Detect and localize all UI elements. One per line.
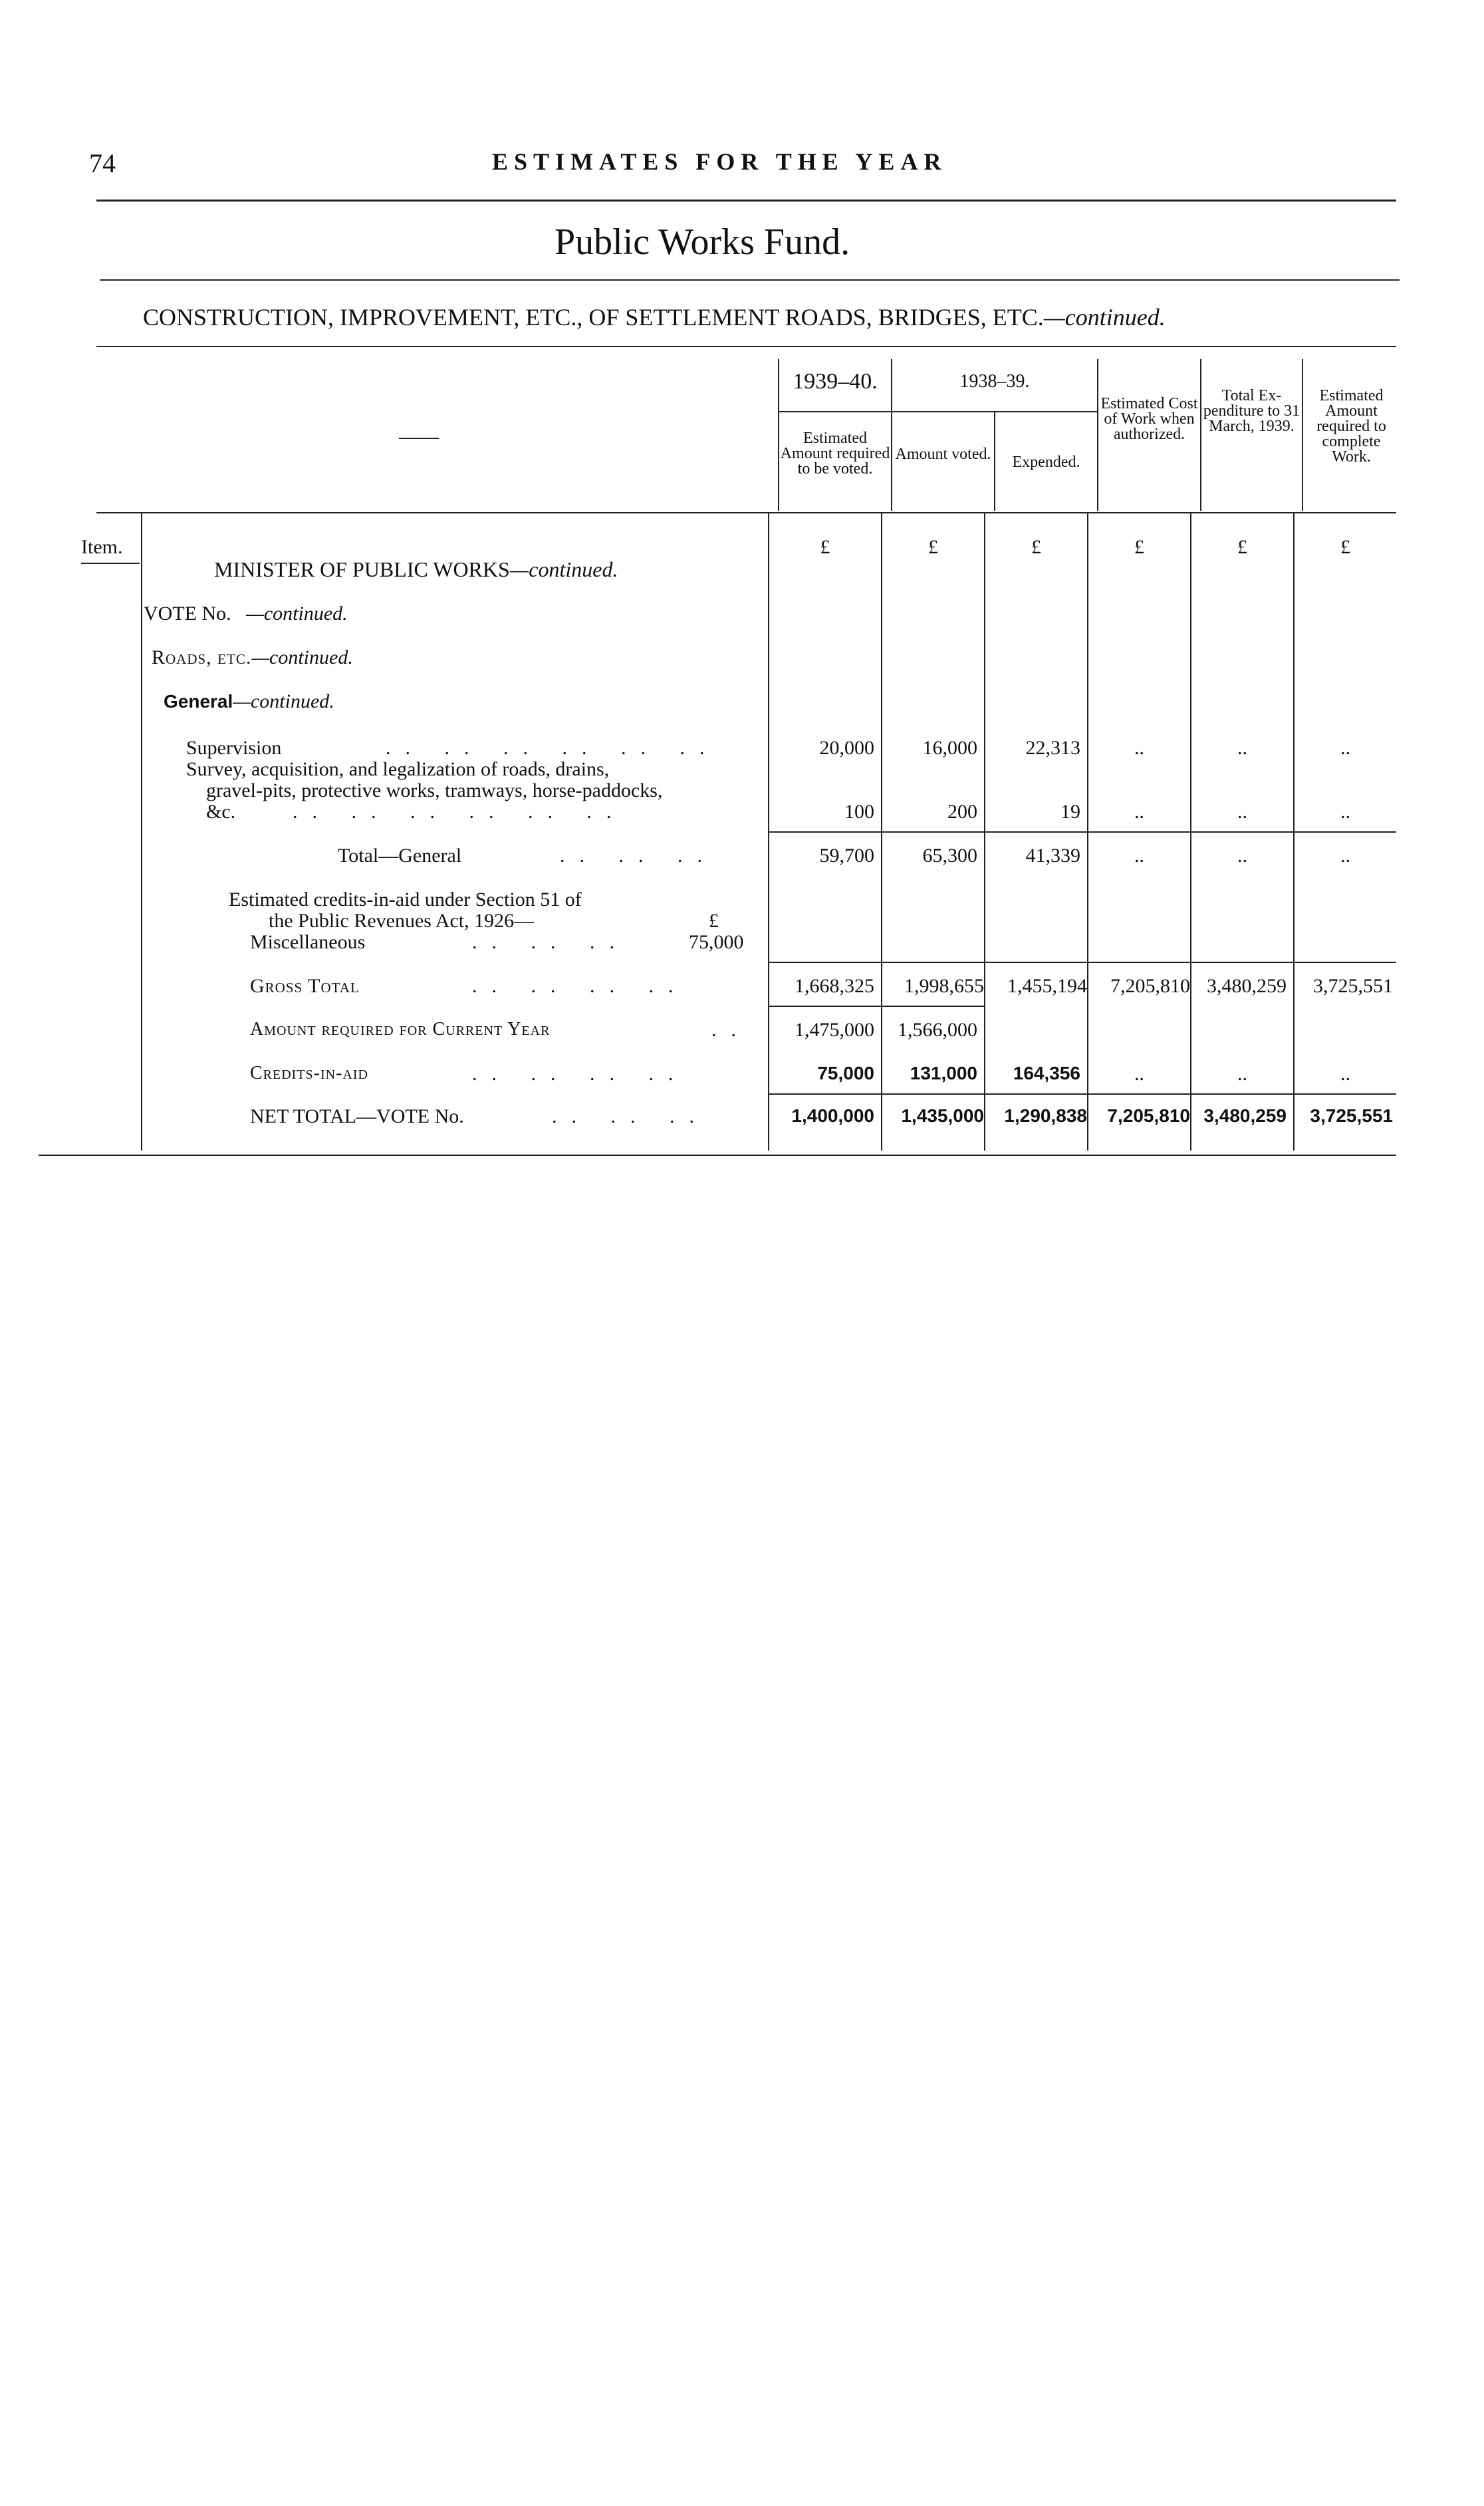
credits-in-aid-leader: .. .. .. ..	[472, 1063, 688, 1085]
header-rule	[96, 200, 1396, 202]
row-supervision-val-3: 22,313	[1025, 737, 1080, 759]
net-total-rule	[769, 1093, 1396, 1095]
fund-title: Public Works Fund.	[555, 221, 850, 263]
general-heading-suffix: —continued.	[233, 690, 334, 712]
general-heading-text: General	[164, 691, 233, 712]
row-survey-label-2: gravel-pits, protective works, tramways, horse-paddocks,	[206, 779, 663, 801]
credits-note-pound: £	[709, 910, 719, 932]
gross-total-val-6: 3,725,551	[1313, 975, 1393, 997]
section-title-suffix: —continued.	[1043, 304, 1166, 331]
credits-in-aid-val-6: ..	[1340, 1063, 1350, 1085]
row-total-general-val-4: ..	[1134, 845, 1144, 867]
header-est-cost: Estimated Cost of Work when authorized.	[1100, 395, 1198, 443]
row-total-general-label: Total—General	[338, 845, 462, 867]
currency-col-2: £	[928, 536, 938, 558]
minister-heading	[214, 557, 618, 582]
row-total-general-val-6: ..	[1340, 845, 1350, 867]
credits-note-line-1: Estimated credits-in-aid under Section 51 of	[229, 889, 582, 910]
credits-in-aid-label: Credits-in-aid	[250, 1063, 368, 1083]
roads-heading-text: Roads, etc.	[152, 646, 252, 668]
header-amount-voted: Amount voted.	[895, 446, 991, 463]
gross-total-val-3: 1,455,194	[1007, 975, 1087, 997]
amount-required-val-1: 1,475,000	[795, 1019, 874, 1041]
net-total-val-6: 3,725,551	[1310, 1105, 1393, 1126]
row-supervision-val-2: 16,000	[922, 737, 977, 759]
amount-required-val-2: 1,566,000	[898, 1019, 977, 1041]
row-supervision-val-4: ..	[1134, 737, 1144, 759]
header-1939-40: 1939–40.	[793, 369, 878, 394]
gross-total-val-2: 1,998,655	[904, 975, 984, 997]
currency-col-4: £	[1134, 536, 1144, 558]
credits-in-aid-val-5: ..	[1237, 1063, 1247, 1085]
net-total-val-3: 1,290,838	[1004, 1105, 1087, 1126]
minister-heading-suffix: —continued.	[509, 557, 618, 581]
hdr-vline-5	[1200, 359, 1201, 511]
section-rule	[96, 346, 1396, 347]
gross-total-val-1: 1,668,325	[795, 975, 874, 997]
credits-note-misc-value: 75,000	[689, 931, 744, 953]
header-est-amount-required: Estimated Amount required to be voted.	[780, 430, 890, 478]
section-title-text: CONSTRUCTION, IMPROVEMENT, ETC., OF SETTLEMENT ROADS, BRIDGES, ETC.	[143, 304, 1044, 331]
currency-col-5: £	[1237, 536, 1247, 558]
header-bottom-rule	[96, 512, 1396, 513]
header-expended: Expended.	[1012, 454, 1080, 471]
vote-heading-suffix: —continued.	[246, 603, 348, 625]
credits-note-misc-label: Miscellaneous	[250, 931, 366, 953]
gross-total-val-4: 7,205,810	[1110, 975, 1190, 997]
gross-total-leader: .. .. .. ..	[472, 975, 688, 997]
row-supervision-leader: .. .. .. .. .. ..	[386, 737, 719, 759]
page-number: 74	[89, 148, 116, 178]
header-est-amount-complete: Estimated Amount required to complete Work.	[1316, 387, 1386, 466]
table-bottom-rule	[39, 1155, 1396, 1156]
net-total-val-5: 3,480,259	[1203, 1105, 1287, 1126]
credits-note-line-2: the Public Revenues Act, 1926—	[269, 910, 535, 932]
minister-heading-text: MINISTER OF PUBLIC WORKS	[214, 557, 510, 581]
row-total-general-val-5: ..	[1237, 845, 1247, 867]
currency-col-6: £	[1340, 536, 1350, 558]
row-total-general-val-2: 65,300	[922, 845, 977, 867]
net-total-label: NET TOTAL—VOTE No.	[250, 1105, 464, 1127]
credits-in-aid-val-4: ..	[1134, 1063, 1144, 1085]
row-survey-val-6: ..	[1340, 801, 1350, 823]
gross-total-label: Gross Total	[250, 975, 360, 997]
subtotal-rule	[769, 831, 1396, 833]
row-total-general-leader: .. .. ..	[560, 845, 717, 867]
row-survey-label-1: Survey, acquisition, and legalization of roads, drains,	[186, 758, 610, 780]
hdr-hline-sub	[779, 411, 1097, 412]
row-survey-val-1: 100	[844, 801, 874, 823]
roads-heading	[152, 646, 353, 669]
amount-required-rule	[769, 1006, 984, 1007]
running-title: ESTIMATES FOR THE YEAR	[492, 148, 947, 175]
row-supervision-val-5: ..	[1237, 737, 1247, 759]
row-survey-val-4: ..	[1134, 801, 1144, 823]
row-supervision-val-6: ..	[1340, 737, 1350, 759]
row-survey-label-3: &c.	[206, 801, 236, 823]
row-total-general-val-3: 41,339	[1025, 845, 1080, 867]
net-total-leader: .. .. ..	[552, 1105, 709, 1127]
credits-in-aid-val-3: 164,356	[1013, 1063, 1080, 1083]
vote-heading-text: VOTE No.	[144, 603, 231, 625]
row-survey-val-3: 19	[1060, 801, 1080, 823]
item-underline	[81, 563, 140, 564]
title-rule	[100, 279, 1400, 281]
gross-rule	[769, 962, 1396, 963]
general-heading	[164, 690, 334, 713]
net-total-val-1: 1,400,000	[791, 1105, 874, 1126]
currency-col-1: £	[820, 536, 830, 558]
currency-col-3: £	[1031, 536, 1041, 558]
credits-in-aid-val-1: 75,000	[817, 1063, 874, 1083]
net-total-val-2: 1,435,000	[901, 1105, 984, 1126]
row-supervision-label: Supervision	[186, 737, 282, 759]
row-survey-val-2: 200	[947, 801, 977, 823]
item-vline	[141, 513, 142, 1151]
section-title	[143, 303, 1166, 331]
vote-heading	[144, 603, 348, 625]
gross-total-val-5: 3,480,259	[1207, 975, 1287, 997]
roads-heading-suffix: —continued.	[251, 646, 353, 668]
row-total-general-val-1: 59,700	[819, 845, 874, 867]
header-total-expenditure: Total Ex-penditure to 31 March, 1939.	[1203, 387, 1300, 435]
amount-required-leader: ..	[711, 1019, 751, 1041]
credits-note-misc-leader: .. .. ..	[472, 931, 629, 953]
net-total-val-4: 7,205,810	[1107, 1105, 1190, 1126]
row-survey-leader: .. .. .. .. .. ..	[293, 801, 626, 823]
header-dash: ——	[399, 426, 439, 448]
header-1938-39: 1938–39.	[959, 371, 1030, 392]
amount-required-label: Amount required for Current Year	[250, 1019, 551, 1040]
credits-in-aid-val-2: 131,000	[910, 1063, 977, 1083]
row-supervision-val-1: 20,000	[819, 737, 874, 759]
row-survey-val-5: ..	[1237, 801, 1247, 823]
item-label: Item.	[81, 536, 123, 558]
